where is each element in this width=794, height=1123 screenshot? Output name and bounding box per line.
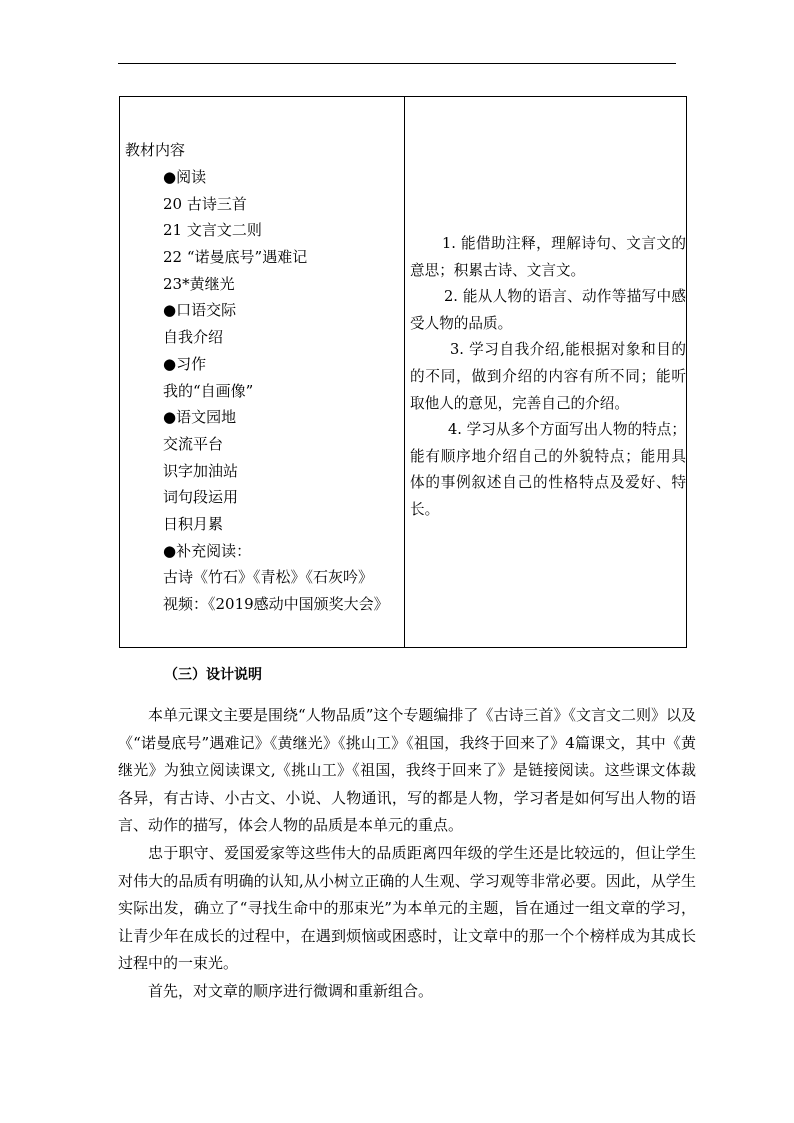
learning-goals-cell	[410, 231, 686, 524]
goal-item: 2. 能从人物的语言、动作等描写中感受人物的品质。	[410, 288, 686, 332]
content-item: 视频：《2019感动中国颁奖大会》	[163, 595, 389, 613]
content-item: 20 古诗三首	[163, 194, 247, 213]
content-table	[119, 96, 687, 648]
content-item: 识字加油站	[163, 461, 239, 480]
textbook-content-cell	[125, 137, 407, 618]
goal-item: 4. 学习从多个方面写出人物的特点；能有顺序地介绍自己的外貌特点；能用具体的事例叙述自己的性格特点及爱好、特长。	[410, 421, 686, 518]
goal-item: 1. 能借助注释，理解诗句、文言文的意思；积累古诗、文言文。	[410, 235, 686, 279]
section-heading: （三）设计说明	[164, 667, 262, 683]
header-rule	[118, 63, 676, 64]
paragraph: 首先，对文章的顺序进行微调和重新组合。	[148, 981, 434, 1000]
content-item: ●补充阅读：	[163, 541, 252, 560]
content-item: 日积月累	[163, 514, 224, 533]
paragraph: 本单元课文主要是围绕“人物品质”这个专题编排了《古诗三首》《文言文二则》以及《“诺曼底号”遇难记》《黄继光》《挑山工》《祖国，我终于回来了》4篇课文，其中《黄继光》为独立阅读课文,《挑山工》《祖国，我终于回来了》是链接阅读。这些课文体裁各异，有古诗、小古文、小说、人物通讯，写的都是人物，学习者是如何写出人物的语言、动作的描写，体会人物的品质是本单元的重点。	[118, 706, 696, 835]
content-item: ●阅读	[163, 168, 207, 186]
paragraph: 忠于职守、爱国爱家等这些伟大的品质距离四年级的学生还是比较远的，但让学生对伟大的品质有明确的认知,从小树立正确的人生观、学习观等非常必要。因此，从学生实际出发，确立了“寻找生命中的那束光”为本单元的主题，旨在通过一组文章的学习，让青少年在成长的过程中，在遇到烦恼或困惑时，让文章中的那一个个榜样成为其成长过程中的一束光。	[118, 843, 696, 973]
content-item: 23*黄继光	[163, 274, 235, 293]
content-item: 词句段运用	[163, 488, 239, 507]
content-item: ●口语交际	[163, 301, 237, 320]
content-item: 古诗《竹石》《青松》《石灰吟》	[163, 568, 374, 587]
content-item: 交流平台	[163, 434, 224, 453]
content-item: 22 “诺曼底号”遇难记	[163, 248, 308, 267]
design-notes	[118, 702, 696, 1006]
content-item: 自我介绍	[163, 328, 224, 347]
goal-item: 3. 学习自我介绍,能根据对象和目的的不同，做到介绍的内容有所不同；能听取他人的意见，完善自己的介绍。	[410, 341, 686, 412]
content-item: 21 文言文二则	[163, 221, 262, 240]
content-item: 我的“自画像”	[163, 381, 254, 400]
content-item: ●语文园地	[163, 408, 237, 427]
content-item: ●习作	[163, 354, 207, 373]
textbook-content-title: 教材内容	[125, 141, 186, 159]
